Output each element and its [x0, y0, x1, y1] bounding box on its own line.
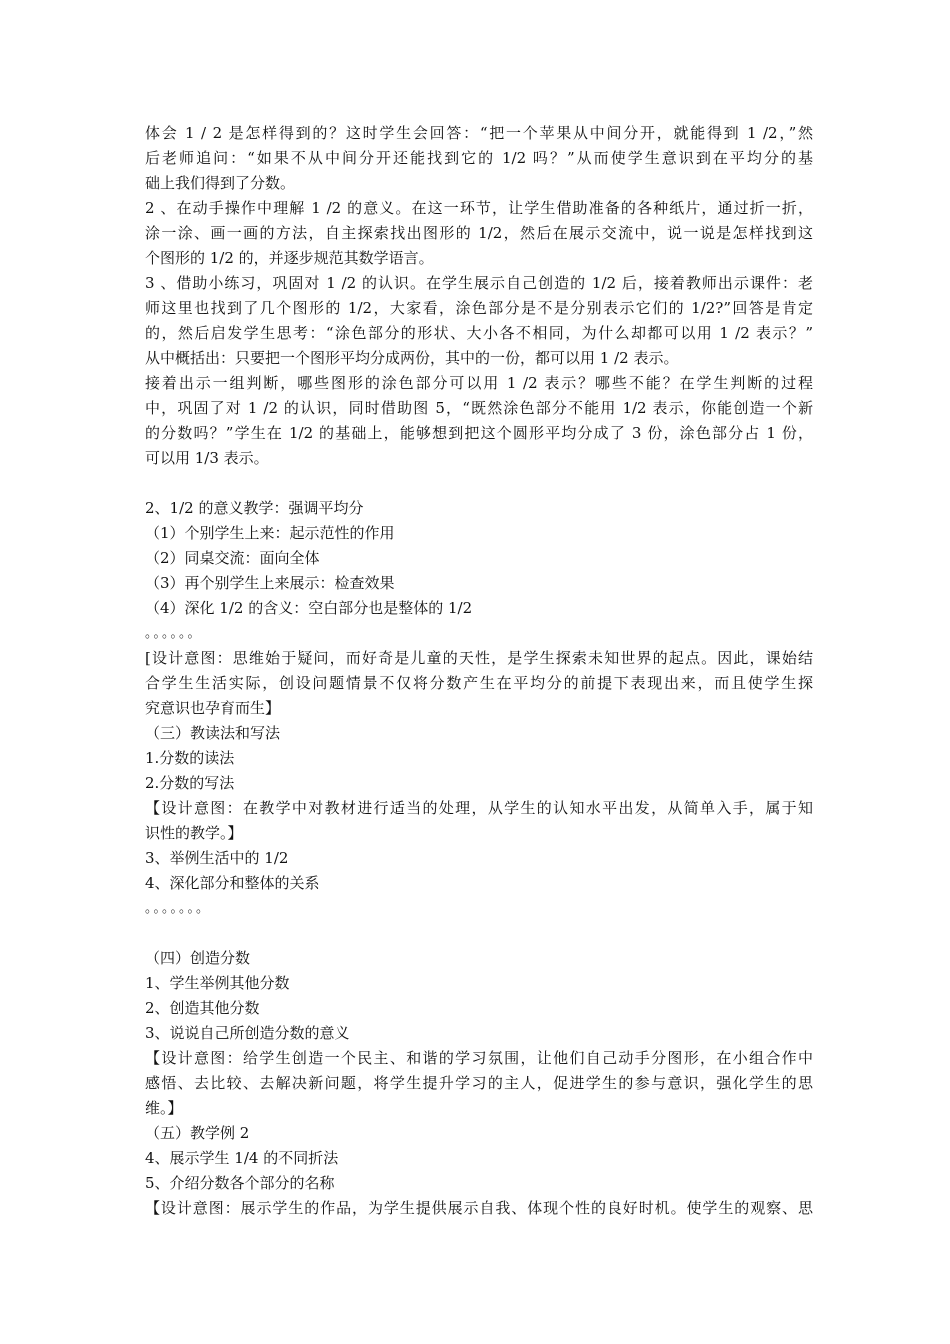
text-line: 础上我们得到了分数。 — [145, 174, 296, 192]
text-line: 维。】 — [145, 1099, 183, 1117]
text-line: 从中概括出：只要把一个图形平均分成两份，其中的一份，都可以用 1 /2 表示。 — [145, 349, 679, 367]
section-heading: 2、1/2 的意义教学：强调平均分 — [145, 499, 364, 517]
paragraph-judgement — [145, 371, 813, 471]
text-line: 【设计意图：给学生创造一个民主、和谐的学习氛围，让他们自己动手分图形，在小组合作中 — [145, 1049, 813, 1067]
list-item: 1.分数的读法 — [145, 749, 235, 767]
list-item: （1）个别学生上来：起示范性的作用 — [145, 524, 395, 542]
list-item: 1、学生举例其他分数 — [145, 974, 290, 992]
list-item: 2、创造其他分数 — [145, 999, 260, 1017]
text-line: 个图形的 1/2 的，并逐步规范其数学语言。 — [145, 249, 434, 267]
list-item: 4、展示学生 1/4 的不同折法 — [145, 1149, 339, 1167]
list-item: 5、介绍分数各个部分的名称 — [145, 1174, 335, 1192]
text-line: 后老师追问：“如果不从中间分开还能找到它的 1/2 吗？”从而使学生意识到在平均分的基 — [145, 149, 813, 167]
section-create-fractions — [145, 946, 813, 1046]
section-heading: （四）创造分数 — [145, 949, 251, 967]
text-line: 涂一涂、画一画的方法，自主探索找出图形的 1/2，然后在展示交流中，说一说是怎样找到这 — [145, 224, 813, 242]
ellipsis-dots: 。。。。。。。 — [145, 901, 212, 916]
text-line: 【设计意图：展示学生的作品，为学生提供展示自我、体现个性的良好时机。使学生的观察、思 — [145, 1199, 813, 1217]
list-item: （2）同桌交流：面向全体 — [145, 549, 320, 567]
paragraph-half-origin — [145, 121, 813, 196]
list-item: 2.分数的写法 — [145, 774, 235, 792]
text-line: 3 、借助小练习，巩固对 1 /2 的认识。在学生展示自己创造的 1/2 后，接着教师出示课件：老 — [145, 274, 813, 292]
paragraph-hands-on — [145, 196, 813, 271]
blank-line — [145, 471, 813, 496]
text-line: 师这里也找到了几个图形的 1/2，大家看，涂色部分是不是分别表示它们的 1/2?”回答是肯定 — [145, 299, 813, 317]
text-line: 接着出示一组判断，哪些图形的涂色部分可以用 1 /2 表示？哪些不能？在学生判断的过程 — [145, 374, 813, 392]
list-item: （3）再个别学生上来展示：检查效果 — [145, 574, 395, 592]
text-line: 感悟、去比较、去解决新问题，将学生提升学习的主人，促进学生的参与意识，强化学生的思 — [145, 1074, 813, 1092]
list-item: （4）深化 1/2 的含义：空白部分也是整体的 1/2 — [145, 599, 473, 617]
text-line: 的分数吗？”学生在 1/2 的基础上，能够想到把这个圆形平均分成了 3 份，涂色部分占 1 份， — [145, 424, 813, 442]
design-intent-4 — [145, 1196, 813, 1221]
list-item: 3、举例生活中的 1/2 — [145, 849, 289, 867]
design-intent-1 — [145, 646, 813, 721]
text-line: 究意识也孕育而生】 — [145, 699, 281, 717]
ellipsis-dots: 。。。。。。 — [145, 626, 203, 641]
section-heading: （三）教读法和写法 — [145, 724, 281, 742]
section-read-write — [145, 721, 813, 796]
text-line: 合学生生活实际，创设问题情景不仅将分数产生在平均分的前提下表现出来，而且使学生探 — [145, 674, 813, 692]
text-line: 可以用 1/3 表示。 — [145, 449, 269, 467]
text-line: 的，然后启发学生思考：“涂色部分的形状、大小各不相同，为什么却都可以用 1 /2 表示？” — [145, 324, 813, 342]
section-life-examples — [145, 846, 813, 921]
text-line: 体会 1 / 2 是怎样得到的？这时学生会回答：“把一个苹果从中间分开，就能得到 1 /2，”然 — [145, 124, 813, 142]
paragraph-practice — [145, 271, 813, 371]
section-heading: （五）教学例 2 — [145, 1124, 250, 1142]
design-intent-2 — [145, 796, 813, 846]
section-meaning-teaching — [145, 496, 813, 646]
list-item: 3、说说自己所创造分数的意义 — [145, 1024, 350, 1042]
document-body — [145, 121, 813, 1221]
text-line: 2 、在动手操作中理解 1 /2 的意义。在这一环节，让学生借助准备的各种纸片，通过折一折， — [145, 199, 813, 217]
list-item: 4、深化部分和整体的关系 — [145, 874, 320, 892]
text-line: 【设计意图：在教学中对教材进行适当的处理，从学生的认知水平出发，从简单入手，属于知 — [145, 799, 813, 817]
text-line: 中，巩固了对 1 /2 的认识，同时借助图 5，“既然涂色部分不能用 1/2 表示，你能创造一个新 — [145, 399, 813, 417]
blank-line — [145, 921, 813, 946]
section-example-2 — [145, 1121, 813, 1196]
design-intent-3 — [145, 1046, 813, 1121]
text-line: [设计意图：思维始于疑问，而好奇是儿童的天性，是学生探索未知世界的起点。因此，课始结 — [145, 649, 813, 667]
text-line: 识性的教学。】 — [145, 824, 243, 842]
